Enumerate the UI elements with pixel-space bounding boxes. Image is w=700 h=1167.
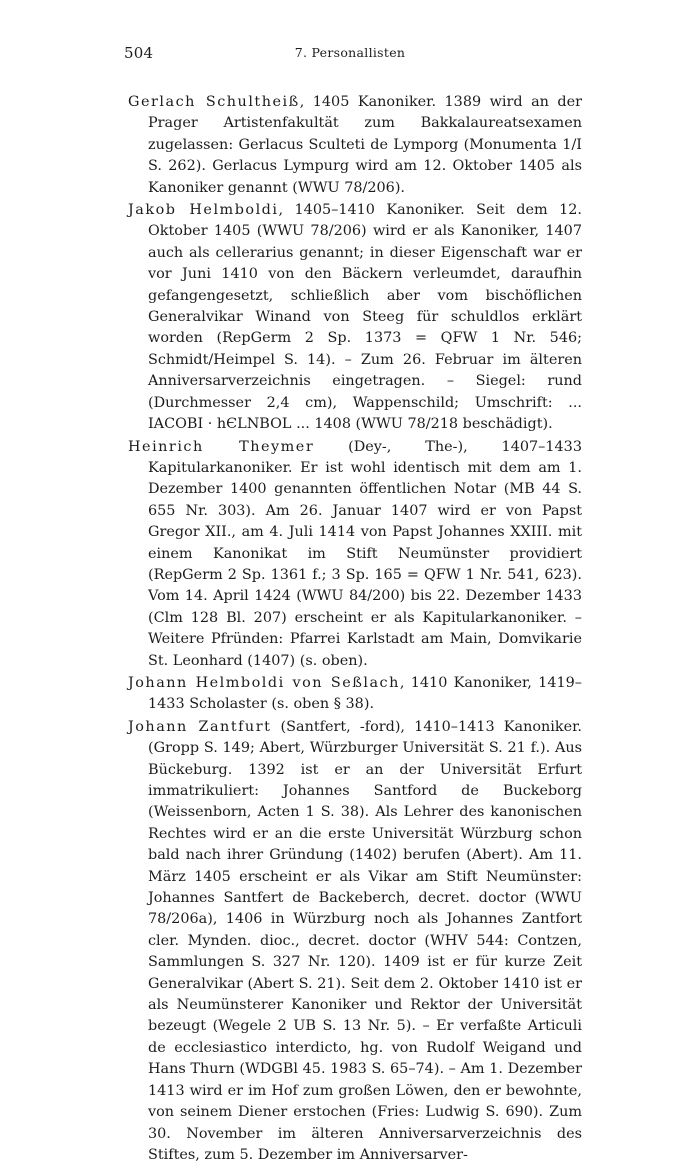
page-number: 504 (124, 44, 154, 62)
entry-text: (Santfert, -ford), 1410–1413 Kanoniker. (Gropp S. 149; Abert, Würzburger Universität S. 21 f.). Aus Bückeburg. 1392 ist er an der Universität Erfurt immatrikuliert: Johannes Santford de Buckeborg (Weissenborn, Acten 1 S. 38). Als Lehrer des kanonischen Rechtes wird er an die erste Universität Würzburg schon bald nach ihrer Gründung (1402) berufen (Abert). Am 11. März 1405 erscheint er als Vikar am Stift Neumünster: Johannes Santfert de Backeberch, decret. doctor (WWU 78/206a), 1406 in Würzburg noch als Johannes Zantfort cler. Mynden. dioc., decret. doctor (WHV 544: Contzen, Sammlungen S. 327 Nr. 120). 1409 ist er für kurze Zeit Generalvikar (Abert S. 21). Seit dem 2. Oktober 1410 ist er als Neumünsterer Kanoniker und Rektor der Universität bezeugt (Wegele 2 UB S. 13 Nr. 5). – Er verfaßte Articuli de ecclesiastico interdicto, hg. von Rudolf Weigand und Hans Thurn (WDGBl 45. 1983 S. 65–74). – Am 1. Dezember 1413 wird er im Hof zum großen Löwen, den er bewohnte, von seinem Diener erstochen (Fries: Ludwig S. 690). Zum 30. November im älteren Anniversarverzeichnis des Stiftes, zum 5. Dezember im Anniversarver- (148, 718, 583, 1163)
entry-jakob-helmboldi (128, 200, 582, 435)
entry-text: , 1405–1410 Kanoniker. Seit dem 12. Oktober 1405 (WWU 78/206) wird er als Kanoniker, 1407 auch als cellerarius genannt; in dieser Eigenschaft war er vor Juni 1410 von den Bäckern verleumdet, daraufhin gefangengesetzt, schließlich aber vom bischöflichen Generalvikar Winand von Steeg für schuldlos erklärt worden (RepGerm 2 Sp. 1373 = QFW 1 Nr. 546; Schmidt/Heimpel S. 14). – Zum 26. Februar im älteren Anniversarverzeichnis eingetragen. – Siegel: rund (Durchmesser 2,4 cm), Wappenschild; Umschrift: ... IACOBI · hЄLNBOL ... 1408 (WWU 78/218 beschädigt). (148, 202, 582, 433)
entry-text: , 1405 Kanoniker. 1389 wird an der Prager Artistenfakultät zum Bakkalaureatsexamen zugelassen: Gerlacus Sculteti de Lymporg (Monumenta 1/I S. 262). Gerlacus Lympurg wird am 12. Oktober 1405 als Kanoniker genannt (WWU 78/206). (148, 94, 582, 196)
entry-list (128, 92, 582, 1167)
entry-heinrich-theymer (128, 437, 582, 672)
entry-johann-helmboldi (128, 673, 582, 716)
entry-name: Johann Zantfurt (128, 718, 272, 735)
running-title: 7. Personallisten (294, 45, 406, 60)
entry-name: Jakob Helmboldi (128, 202, 279, 219)
entry-name: Johann Helmboldi von Seßlach (128, 674, 400, 691)
entry-text: , 1410 Kanoniker, 1419–1433 Scholaster (s. oben § 38). (148, 674, 582, 713)
entry-name: Heinrich Theymer (128, 438, 315, 455)
entry-johann-zantfurt (128, 717, 582, 1167)
page-header (124, 44, 576, 68)
entry-gerlach-schultheiss (128, 92, 582, 199)
entry-text: (Dey-, The-), 1407–1433 Kapitularkanoniker. Er ist wohl identisch mit dem am 1. Dezember 1400 genannten öffentlichen Notar (MB 44 S. 655 Nr. 303). Am 26. Januar 1407 wird er von Papst Gregor XII., am 4. Juli 1414 von Papst Johannes XXIII. mit einem Kanonikat im Stift Neumünster providiert (RepGerm 2 Sp. 1361 f.; 3 Sp. 165 = QFW 1 Nr. 541, 623). Vom 14. April 1424 (WWU 84/200) bis 22. Dezember 1433 (Clm 128 Bl. 207) erscheint er als Kapitularkanoniker. – Weitere Pfründen: Pfarrei Karlstadt am Main, Domvikarie St. Leonhard (1407) (s. oben). (148, 438, 582, 669)
entry-name: Gerlach Schultheiß (128, 94, 300, 110)
